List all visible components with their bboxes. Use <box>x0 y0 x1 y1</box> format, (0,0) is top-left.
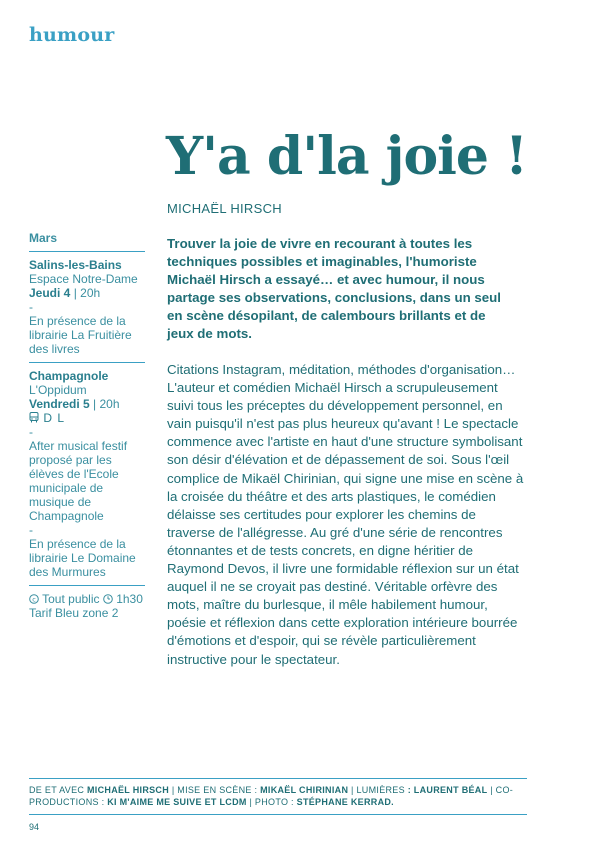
bus-icon <box>29 412 39 423</box>
event-sidebar <box>29 231 145 632</box>
event-info <box>29 592 145 626</box>
separator-dash: - <box>29 425 33 439</box>
event-note: After musical festif proposé par les élèves de l'Ecole municipale de musique de Champagnole <box>29 439 128 523</box>
event-date <box>29 286 145 300</box>
audience: Tout public <box>42 592 100 606</box>
page-number: 94 <box>29 822 40 832</box>
category-label: humour <box>29 24 115 46</box>
credit-value: MIKAËL CHIRINIAN <box>260 785 349 795</box>
info-icon <box>29 594 39 604</box>
svg-text:c: c <box>32 595 36 604</box>
credit-label: | MISE EN SCÈNE : <box>169 785 261 795</box>
event-block-2 <box>29 369 145 586</box>
credit-label: | LUMIÈRES <box>348 785 408 795</box>
lead-paragraph: Trouver la joie de vivre en recourant à toutes les techniques possibles et imaginables, l'humoriste Michaël Hirsch a essayé… et avec humour, il nous partage ses observations, conclusions, dans un seul en scène désopilant, de calembours brillants et de jeux de mots. <box>167 236 501 341</box>
event-time: | 20h <box>89 397 120 411</box>
event-note: En présence de la librairie La Fruitière des livres <box>29 314 132 356</box>
credit-label: DE ET AVEC <box>29 785 87 795</box>
audience-line <box>29 592 145 606</box>
page-title: Y'a d'la joie ! <box>166 126 527 187</box>
credit-label: | CO-PRODUCTIONS : <box>29 785 514 807</box>
tariff: Tarif Bleu zone 2 <box>29 606 119 620</box>
event-venue: L'Oppidum <box>29 383 87 397</box>
duration: 1h30 <box>116 592 143 606</box>
separator-dash: - <box>29 523 33 537</box>
body-paragraph: Citations Instagram, méditation, méthodes d'organisation… L'auteur et comédien Michaël Hirsch a scrupuleusement suivi tous les préceptes du développement personnel, en vain puisqu'il n'est pas plus heureux qu'avant ! Le spectacle commence avec l'artiste en haut d'une structure symbolisant son désir d'élévation et de dépassement de soi. Sous l'œil complice de Mikaël Chirinian, qui signe une mise en scène à la croisée du théâtre et des arts plastiques, le comédien délaisse ses certitudes pour explorer les chemins de traverse de l'allégresse. Au gré d'une série de rencontres étonnantes et de tests concrets, en digne héritier de Raymond Devos, il livre une formidable réflexion sur un état auquel il ne se croyait pas destiné. Véritable orfèvre des mots, maître du burlesque, il mêle habilement humour, poésie et réflexion dans cette exploration intérieure bourrée d'émotions et d'espoir, qui se révèle particulièrement instructive pour le spectateur. <box>167 362 524 667</box>
month-label: Mars <box>29 231 145 252</box>
author-name: MICHAËL HIRSCH <box>167 201 282 216</box>
event-day: Jeudi 4 <box>29 286 71 300</box>
separator-dash: - <box>29 300 33 314</box>
event-day: Vendredi 5 <box>29 397 90 411</box>
access-line <box>29 411 145 425</box>
event-venue: Espace Notre-Dame <box>29 272 138 286</box>
credit-value: STÉPHANE KERRAD. <box>296 797 394 807</box>
event-date <box>29 397 145 411</box>
event-city: Salins-les-Bains <box>29 258 122 272</box>
credit-value: : LAURENT BÉAL <box>407 785 488 795</box>
event-time: | 20h <box>70 286 101 300</box>
access-codes: D L <box>43 411 66 425</box>
event-city: Champagnole <box>29 369 109 383</box>
credit-value: MICHAËL HIRSCH <box>87 785 170 795</box>
event-note: En présence de la librairie Le Domaine des Murmures <box>29 537 136 579</box>
credits-line <box>29 778 527 815</box>
credit-label: | PHOTO : <box>246 797 297 807</box>
event-block-1 <box>29 258 145 363</box>
credit-value: KI M'AIME ME SUIVE ET LCDM <box>107 797 247 807</box>
clock-icon <box>103 594 113 604</box>
